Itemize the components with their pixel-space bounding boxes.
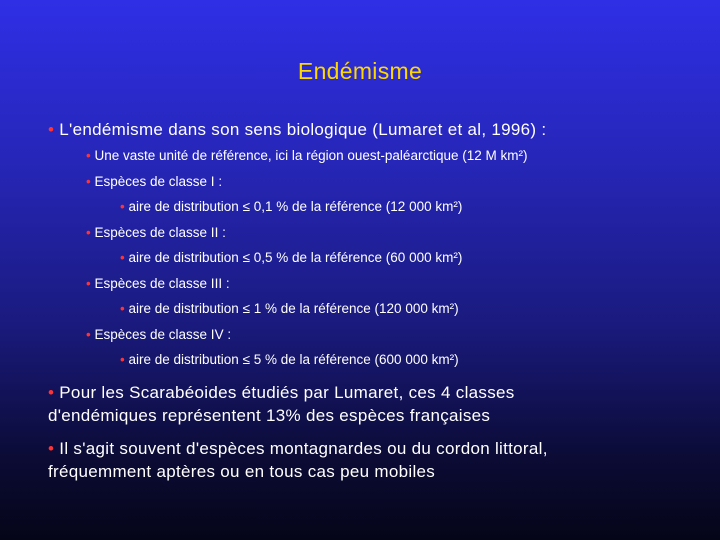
sub-item-text: Espèces de classe I : bbox=[94, 174, 223, 189]
bullet-icon: • bbox=[120, 250, 125, 265]
sub-sub-item-text: aire de distribution ≤ 5 % de la référence (600 000 km²) bbox=[128, 352, 459, 367]
bullet-icon: • bbox=[48, 439, 55, 458]
bullet-icon: • bbox=[86, 225, 91, 240]
paragraph-text: Il s'agit souvent d'espèces montagnardes ou du cordon littoral, bbox=[59, 439, 548, 458]
sub-sub-item-text: aire de distribution ≤ 0,1 % de la référence (12 000 km²) bbox=[128, 199, 463, 214]
sub-sub-item bbox=[120, 199, 462, 214]
bullet-icon: • bbox=[120, 301, 125, 316]
sub-sub-item bbox=[120, 352, 459, 367]
main-bullet-item bbox=[48, 120, 546, 140]
sub-item bbox=[86, 174, 222, 189]
paragraph-scarabeoides bbox=[48, 381, 515, 427]
sub-item-text: Espèces de classe III : bbox=[94, 276, 230, 291]
sub-item bbox=[86, 327, 231, 342]
paragraph-text: Pour les Scarabéoides étudiés par Lumaret, ces 4 classes bbox=[59, 383, 515, 402]
sub-item-text: Espèces de classe IV : bbox=[94, 327, 232, 342]
sub-item-text: Espèces de classe II : bbox=[94, 225, 226, 240]
main-bullet-text: L'endémisme dans son sens biologique (Lumaret et al, 1996) : bbox=[59, 120, 547, 139]
sub-sub-item bbox=[120, 301, 459, 316]
bullet-icon: • bbox=[86, 174, 91, 189]
sub-item bbox=[86, 225, 226, 240]
paragraph-line bbox=[48, 437, 548, 460]
sub-item-text: Une vaste unité de référence, ici la région ouest-paléarctique (12 M km²) bbox=[94, 148, 528, 163]
bullet-icon: • bbox=[48, 383, 55, 402]
bullet-icon: • bbox=[86, 148, 91, 163]
sub-item bbox=[86, 148, 527, 163]
sub-sub-item bbox=[120, 250, 462, 265]
slide-title: Endémisme bbox=[297, 58, 423, 84]
sub-sub-item-text: aire de distribution ≤ 0,5 % de la référence (60 000 km²) bbox=[128, 250, 463, 265]
paragraph-line: fréquemment aptères ou en tous cas peu mobiles bbox=[48, 462, 436, 481]
bullet-icon: • bbox=[86, 327, 91, 342]
sub-item bbox=[86, 276, 230, 291]
bullet-icon: • bbox=[86, 276, 91, 291]
paragraph-line bbox=[48, 381, 515, 404]
bullet-icon: • bbox=[120, 199, 125, 214]
sub-sub-item-text: aire de distribution ≤ 1 % de la référence (120 000 km²) bbox=[128, 301, 459, 316]
bullet-icon: • bbox=[48, 120, 55, 139]
paragraph-montagnardes bbox=[48, 437, 548, 483]
bullet-icon: • bbox=[120, 352, 125, 367]
paragraph-line: d'endémiques représentent 13% des espèces françaises bbox=[48, 406, 491, 425]
